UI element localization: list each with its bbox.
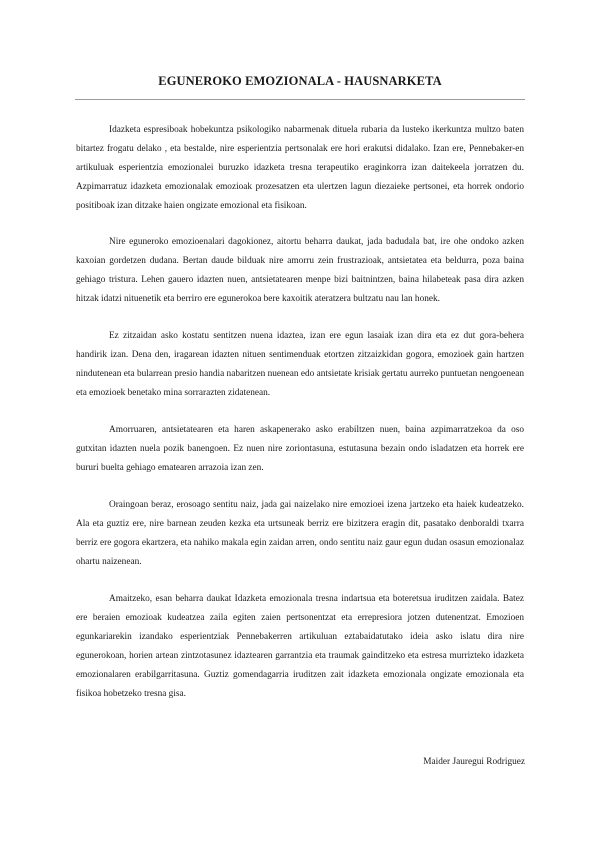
title-divider <box>75 99 525 100</box>
paragraph-5: Oraingoan beraz, erosoago sentitu naiz, jada gai naizelako nire emozioei izena jartzeko eta haiek kudeatzeko. Ala eta guztiz ere, nire barnean zeuden kezka eta urtsuneak berriz ere bizitzera eragin dit, pasatako denboraldi txarra berriz ere gogora ekartzera, eta nahiko makala egin zaidan arren, ondo sentitu naiz gaur egun dudan osasun emozionalaz ohartu naizenean. <box>76 500 524 567</box>
author-signature: Maider Jauregui Rodriguez <box>423 757 525 767</box>
paragraph-2: Nire eguneroko emozioenalari dagokionez, aitortu beharra daukat, jada badudala bat, ire ohe ondoko azken kaxoian gordetzen dudana. Bertan daude bilduak nire amorru zein frustrazioak, antsietatea eta beldurra, poza baina gehiago tristura. Lehen gauero idazten nuen, antsietatearen menpe bizi baitnintzen, baina hilabeteak pasa dira azken hitzak idatzi nituenetik eta berriro ere egunerokoa bere kaxoitik ateratzera bultzatu nau lan honek. <box>76 237 524 304</box>
paragraph-4: Amorruaren, antsietatearen eta haren askapenerako asko erabiltzen nuen, baina azpimarratzekoa da oso gutxitan idazten nuela pozik banengoen. Ez nuen nire zoriontasuna, estutasuna bezain ondo isladatzen eta horrek ere bururi buelta gehiago ematearen arrazoia izan zen. <box>76 425 524 473</box>
document-title: EGUNEROKO EMOZIONALA - HAUSNARKETA <box>158 74 442 88</box>
paragraph-1: Idazketa espresiboak hobekuntza psikologiko nabarmenak dituela rubaria da lusteko ikerkuntza multzo baten bitartez frogatu delako , eta bestalde, nire esperientzia pertsonalak ere hori erakutsi didalako. Izan ere, Pennebaker-en artikuluak esperientzia emozionalei buruzko idazketa tresna terapeutiko eraginkorra izan daitekeela jorratzen du. Azpimarratuz idazketa emozionalak emozioak prozesatzen eta ulertzen lagun diezaieke pertsonei, eta horrek ondorio positiboak izan ditzake haien ongizate emozional eta fisikoan. <box>76 125 524 211</box>
paragraph-6: Amaitzeko, esan beharra daukat Idazketa emozionala tresna indartsua eta boteretsua iruditzen zaidala. Batez ere beraien emozioak kudeatzea zaila egiten zaien pertsonentzat eta errepresiora jotzen dutenentzat. Emozioen egunkariarekin izandako esperientziak Pennebakerren artikuluan eztabaidatutako ideia asko islatu dira nire egunerokoan, horien artean zintzotasunez idaztearen garrantzia eta traumak gainditzeko eta estresa murrizteko idazketa emozionalaren erabilgarritasuna. Guztiz gomendagarria iruditzen zait idazketa emozionala ongizate emozionala eta fisikoa hobetzeko tresna gisa. <box>76 594 524 699</box>
paragraph-3: Ez zitzaidan asko kostatu sentitzen nuena idaztea, izan ere egun lasaiak izan dira eta ez dut gora-behera handirik izan. Dena den, iragarean idazten nituen sentimenduak etortzen zitzaizkidan gogora, emozioek gain hartzen nindutenean eta bularrean presio handia nabaritzen nuenean edo antsietate krisiak gertatu aurreko puntuetan nengoenean eta emozioek benetako mina sorrarazten zidatenean. <box>76 331 524 398</box>
document-body <box>76 121 524 704</box>
